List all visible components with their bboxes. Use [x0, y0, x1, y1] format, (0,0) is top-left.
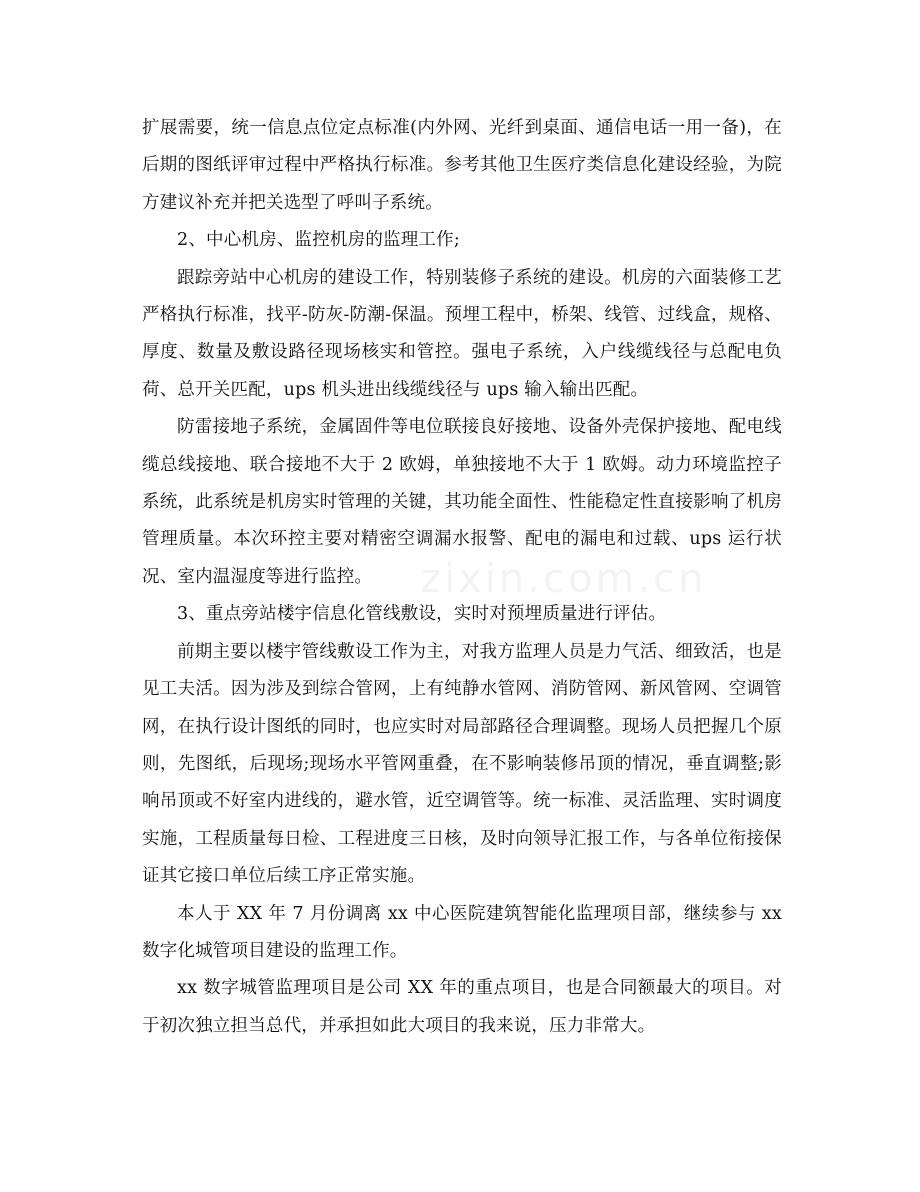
paragraph-7: 本人于 XX 年 7 月份调离 xx 中心医院建筑智能化监理项目部，继续参与 xx 数字化城管项目建设的监理工作。: [142, 903, 782, 961]
paragraph-5: 3、重点旁站楼宇信息化管线敷设，实时对预埋质量进行评估。: [177, 604, 667, 625]
document-body: [142, 110, 782, 1045]
paragraph-6: 前期主要以楼宇管线敷设工作为主，对我方监理人员是力气活、细致活，也是见工夫活。因为涉及到综合管网，上有纯静水管网、消防管网、新风管网、空调管网，在执行设计图纸的同时，也应实时对局部路径合理调整。现场人员把握几个原则，先图纸，后现场;现场水平管网重叠，在不影响装修吊顶的情况，垂直调整;影响吊顶或不好室内进线的，避水管，近空调管等。统一标准、灵活监理、实时调度实施，工程质量每日检、工程进度三日核，及时向领导汇报工作，与各单位衔接保证其它接口单位后续工序正常实施。: [142, 641, 782, 887]
paragraph-1: 扩展需要，统一信息点位定点标准(内外网、光纤到桌面、通信电话一用一备)，在后期的图纸评审过程中严格执行标准。参考其他卫生医疗类信息化建设经验，为院方建议补充并把关选型了呼叫子系统。: [142, 118, 782, 213]
paragraph-4: 防雷接地子系统，金属固件等电位联接良好接地、设备外壳保护接地、配电线缆总线接地、联合接地不大于 2 欧姆，单独接地不大于 1 欧姆。动力环境监控子系统，此系统是机房实时管理的关键，其功能全面性、性能稳定性直接影响了机房管理质量。本次环控主要对精密空调漏水报警、配电的漏电和过载、ups 运行状况、室内温湿度等进行监控。: [142, 417, 782, 587]
paragraph-8: xx 数字城管监理项目是公司 XX 年的重点项目，也是合同额最大的项目。对于初次独立担当总代，并承担如此大项目的我来说，压力非常大。: [142, 978, 782, 1036]
paragraph-2: 2、中心机房、监控机房的监理工作;: [177, 230, 460, 251]
paragraph-3: 跟踪旁站中心机房的建设工作，特别装修子系统的建设。机房的六面装修工艺严格执行标准，找平-防灰-防潮-保温。预埋工程中，桥架、线管、过线盒，规格、厚度、数量及敷设路径现场核实和管控。强电子系统，入户线缆线径与总配电负荷、总开关匹配，ups 机头进出线缆线径与 ups 输入输出匹配。: [142, 267, 782, 400]
